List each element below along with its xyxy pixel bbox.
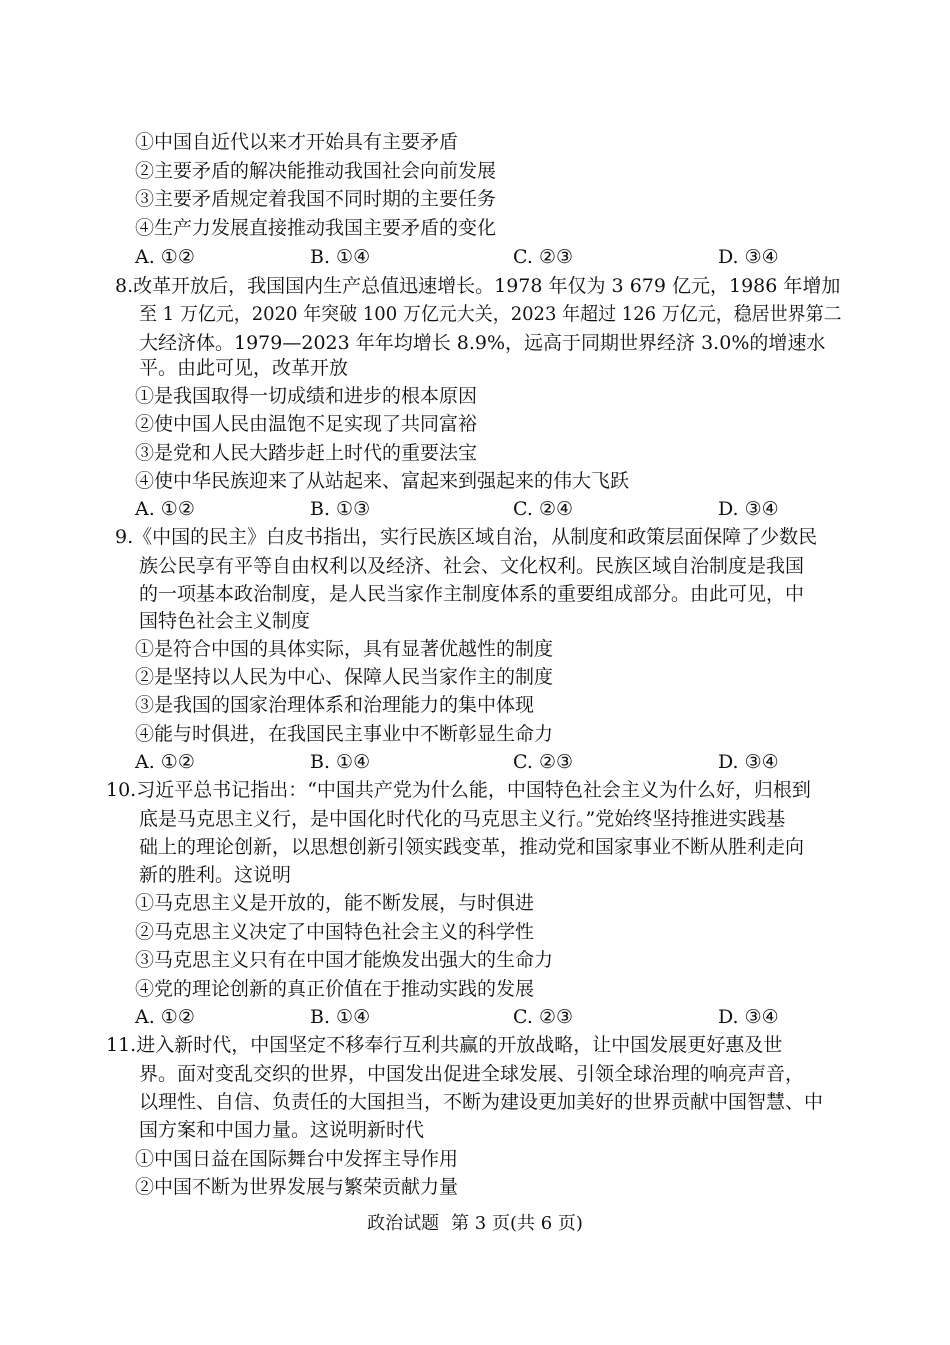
q11-stem-line-1: 11.进入新时代，中国坚定不移奉行互利共赢的开放战略，让中国发展更好惠及世: [106, 1034, 783, 1056]
q8-option-3: ③是党和人民大踏步赶上时代的重要法宝: [135, 442, 478, 464]
q8-option-1: ①是我国取得一切成绩和进步的根本原因: [135, 385, 478, 407]
q9-option-4: ④能与时俱进，在我国民主事业中不断彰显生命力: [135, 723, 554, 745]
q7-option-3: ③主要矛盾规定着我国不同时期的主要任务: [135, 188, 497, 210]
q10-option-3: ③马克思主义只有在中国才能焕发出强大的生命力: [135, 949, 554, 971]
q8-stem-line-2: 至 1 万亿元，2020 年突破 100 万亿元大关，2023 年超过 126 万亿元，稳居世界第二: [139, 303, 842, 325]
q8-stem-line-3: 大经济体。1979—2023 年年均增长 8.9%，远高于同期世界经济 3.0%的增速水: [139, 332, 826, 354]
q7-choice-a: A. ①②: [135, 246, 195, 268]
q10-choice-d: D. ③④: [718, 1006, 779, 1028]
q9-stem-line-2: 族公民享有平等自由权利以及经济、社会、文化权利。民族区域自治制度是我国: [139, 555, 805, 577]
q11-stem-line-3: 以理性、自信、负责任的大国担当，不断为建设更加美好的世界贡献中国智慧、中: [139, 1091, 824, 1113]
q9-choices: [135, 748, 795, 776]
footer-page-number: 第 3 页(共 6 页): [451, 1213, 583, 1234]
q8-choice-b: B. ①③: [310, 498, 371, 520]
q9-choice-b: B. ①④: [310, 751, 371, 773]
q11-option-2: ②中国不断为世界发展与繁荣贡献力量: [135, 1176, 459, 1198]
q8-stem-line-1: 8.改革开放后，我国国内生产总值迅速增长。1978 年仅为 3 679 亿元，1986 年增加: [115, 275, 841, 297]
q11-stem-line-4: 国方案和中国力量。这说明新时代: [139, 1119, 425, 1141]
q9-option-1: ①是符合中国的具体实际，具有显著优越性的制度: [135, 638, 554, 660]
q10-option-4: ④党的理论创新的真正价值在于推动实践的发展: [135, 978, 535, 1000]
q8-option-2: ②使中国人民由温饱不足实现了共同富裕: [135, 413, 478, 435]
q8-stem-line-4: 平。由此可见，改革开放: [139, 357, 349, 379]
q10-choice-b: B. ①④: [310, 1006, 371, 1028]
q8-choice-c: C. ②④: [513, 498, 574, 520]
q9-option-2: ②是坚持以人民为中心、保障人民当家作主的制度: [135, 666, 554, 688]
q8-option-4: ④使中华民族迎来了从站起来、富起来到强起来的伟大飞跃: [135, 470, 630, 492]
q8-choice-a: A. ①②: [135, 498, 195, 520]
footer-subject: 政治试题: [367, 1213, 440, 1234]
q9-choice-c: C. ②③: [513, 751, 574, 773]
q9-choice-a: A. ①②: [135, 751, 195, 773]
q10-option-2: ②马克思主义决定了中国特色社会主义的科学性: [135, 921, 535, 943]
q9-stem-line-4: 国特色社会主义制度: [139, 610, 311, 632]
q7-choices: [135, 243, 795, 271]
q7-option-1: ①中国自近代以来才开始具有主要矛盾: [135, 131, 459, 153]
q10-stem-line-1: 10.习近平总书记指出：“中国共产党为什么能，中国特色社会主义为什么好，归根到: [106, 779, 811, 801]
q11-option-1: ①中国日益在国际舞台中发挥主导作用: [135, 1148, 459, 1170]
q7-option-4: ④生产力发展直接推动我国主要矛盾的变化: [135, 217, 497, 239]
q7-choice-c: C. ②③: [513, 246, 574, 268]
q10-option-1: ①马克思主义是开放的，能不断发展，与时俱进: [135, 892, 535, 914]
q10-stem-line-4: 新的胜利。这说明: [139, 864, 292, 886]
q9-stem-line-3: 的一项基本政治制度，是人民当家作主制度体系的重要组成部分。由此可见，中: [139, 583, 805, 605]
q8-choices: [135, 495, 795, 523]
q7-option-2: ②主要矛盾的解决能推动我国社会向前发展: [135, 160, 497, 182]
q11-stem-line-2: 界。面对变乱交织的世界，中国发出促进全球发展、引领全球治理的响亮声音，: [139, 1063, 805, 1085]
q8-choice-d: D. ③④: [718, 498, 779, 520]
q7-choice-b: B. ①④: [310, 246, 371, 268]
q9-choice-d: D. ③④: [718, 751, 779, 773]
q9-stem-line-1: 9.《中国的民主》白皮书指出，实行民族区域自治，从制度和政策层面保障了少数民: [115, 526, 818, 548]
q10-choices: [135, 1003, 795, 1031]
q10-choice-c: C. ②③: [513, 1006, 574, 1028]
q10-stem-line-2: 底是马克思主义行，是中国化时代化的马克思主义行。”党始终坚持推进实践基: [139, 808, 786, 830]
q10-stem-line-3: 础上的理论创新，以思想创新引领实践变革，推动党和国家事业不断从胜利走向: [139, 836, 805, 858]
q7-choice-d: D. ③④: [718, 246, 779, 268]
q10-choice-a: A. ①②: [135, 1006, 195, 1028]
page-footer: [0, 1210, 950, 1238]
q9-option-3: ③是我国的国家治理体系和治理能力的集中体现: [135, 694, 535, 716]
